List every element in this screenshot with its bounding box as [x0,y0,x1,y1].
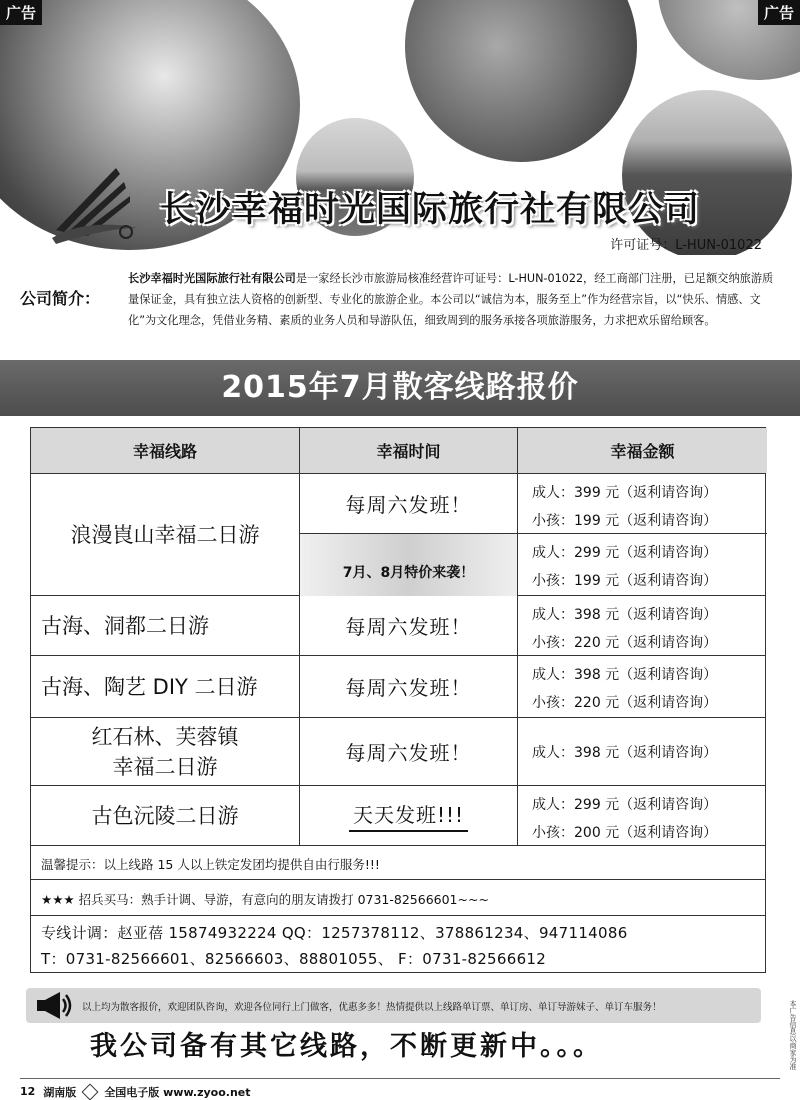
price-box [518,718,767,786]
table-row [31,786,765,846]
contact-area [31,916,765,972]
adult-price: 成人：299 元（返利请咨询） [532,797,718,813]
departure-time: 每周六发班！ [300,596,518,655]
site-link[interactable]: 全国电子版 www.zyoo.net [104,1085,251,1099]
notice-bar [26,988,761,1023]
adult-price: 成人：398 元（返利请咨询） [532,607,718,623]
side-text: 本广告信息以商家为准 [789,1000,797,1070]
child-price: 小孩：200 元（返利请咨询） [532,825,718,841]
price-list-header: 2015年7月散客线路报价 [0,360,800,416]
route-name [31,718,300,785]
route-name: 古色沅陵二日游 [31,786,300,845]
child-price: 小孩：199 元（返利请咨询） [532,573,718,589]
phone-fax-text: T：0731-82566601、82566603、88801055、 F：0731-82566612 [41,950,547,968]
route-name: 古海、洞都二日游 [31,596,300,655]
license-number: 许可证号：L-HUN-01022 [610,238,762,253]
header-time: 幸福时间 [300,428,518,473]
diamond-icon [82,1083,99,1100]
route-name: 古海、陶艺 DIY 二日游 [31,656,300,717]
slogan: 我公司备有其它线路，不断更新中。。。 [90,1031,603,1062]
tip-row [31,846,765,880]
departure-time [300,786,518,845]
price-box [518,534,767,596]
departure-time: 每周六发班！ [300,718,518,785]
header-route: 幸福线路 [31,428,300,473]
banner [0,0,800,255]
intro-company-name: 长沙幸福时光国际旅行社有限公司 [128,272,296,285]
ad-tag-left: 广告 [0,0,42,25]
adult-price: 成人：398 元（返利请咨询） [532,745,718,761]
price-box [518,474,767,534]
table-header-row [31,428,765,474]
adult-price: 成人：399 元（返利请咨询） [532,485,718,501]
route-name: 浪漫崀山幸福二日游 [31,474,300,595]
adult-price: 成人：299 元（返利请咨询） [532,545,718,561]
edition-label: 湖南版 [43,1085,77,1099]
adult-price: 成人：398 元（返利请咨询） [532,667,718,683]
price-box [518,786,767,846]
special-offer: 7月、8月特价来袭！ [300,534,518,596]
tip-text: 温馨提示：以上线路 15 人以上铁定发团均提供自由行服务!!! [41,857,380,872]
route-line-2: 幸福二日游 [112,754,218,779]
departure-time: 每周六发班！ [300,656,518,717]
recruit-text: ★★★ 招兵买马：熟手计调、导游，有意向的朋友请拨打 0731-82566601~~~ [41,892,489,907]
rock-photo [405,0,637,162]
page-number: 12 [20,1085,36,1098]
footer [20,1078,780,1098]
route-line-1: 红石林、芙蓉镇 [91,724,239,749]
table-row [31,474,765,596]
departure-time: 每周六发班！ [300,474,518,534]
ad-tag-right: 广告 [758,0,800,25]
table-row [31,718,765,786]
table-row [31,656,765,718]
route-price-table [30,427,766,973]
intro-label: 公司简介： [20,289,101,308]
notice-text: 以上均为散客报价，欢迎团队咨询，欢迎各位同行上门做客，优惠多多！热情提供以上线路单订票、单订房、单订导游妹子、单订车服务！ [82,1001,662,1013]
hotline-text: 专线计调：赵亚蓓 15874932224 QQ：1257378112、378861234、947114086 [41,924,628,942]
megaphone-icon [34,988,74,1023]
price-box [518,596,767,656]
child-price: 小孩：220 元（返利请咨询） [532,695,718,711]
intro-body: 是一家经长沙市旅游局核准经营许可证号：L-HUN-01022，经工商部门注册，已足额交纳旅游质量保证金，具有独立法人资格的创新型、专业化的旅游企业。本公司以“诚信为本，服务至上”作为经营宗旨，以“快乐、情感、文化”为文化理念，凭借业务精、素质的业务人员和导游队伍，细致周到的服务承接各项旅游服务，力求把欢乐留给顾客。 [128,272,774,327]
price-box [518,656,767,718]
daily-departure: 天天发班!!! [349,799,468,832]
company-logo-icon [46,158,142,246]
header-price: 幸福金额 [518,428,767,473]
table-row [31,596,765,656]
company-title: 长沙幸福时光国际旅行社有限公司 [160,190,701,230]
child-price: 小孩：199 元（返利请咨询） [532,513,718,529]
child-price: 小孩：220 元（返利请咨询） [532,635,718,651]
recruit-row [31,880,765,916]
intro-text [128,268,778,331]
